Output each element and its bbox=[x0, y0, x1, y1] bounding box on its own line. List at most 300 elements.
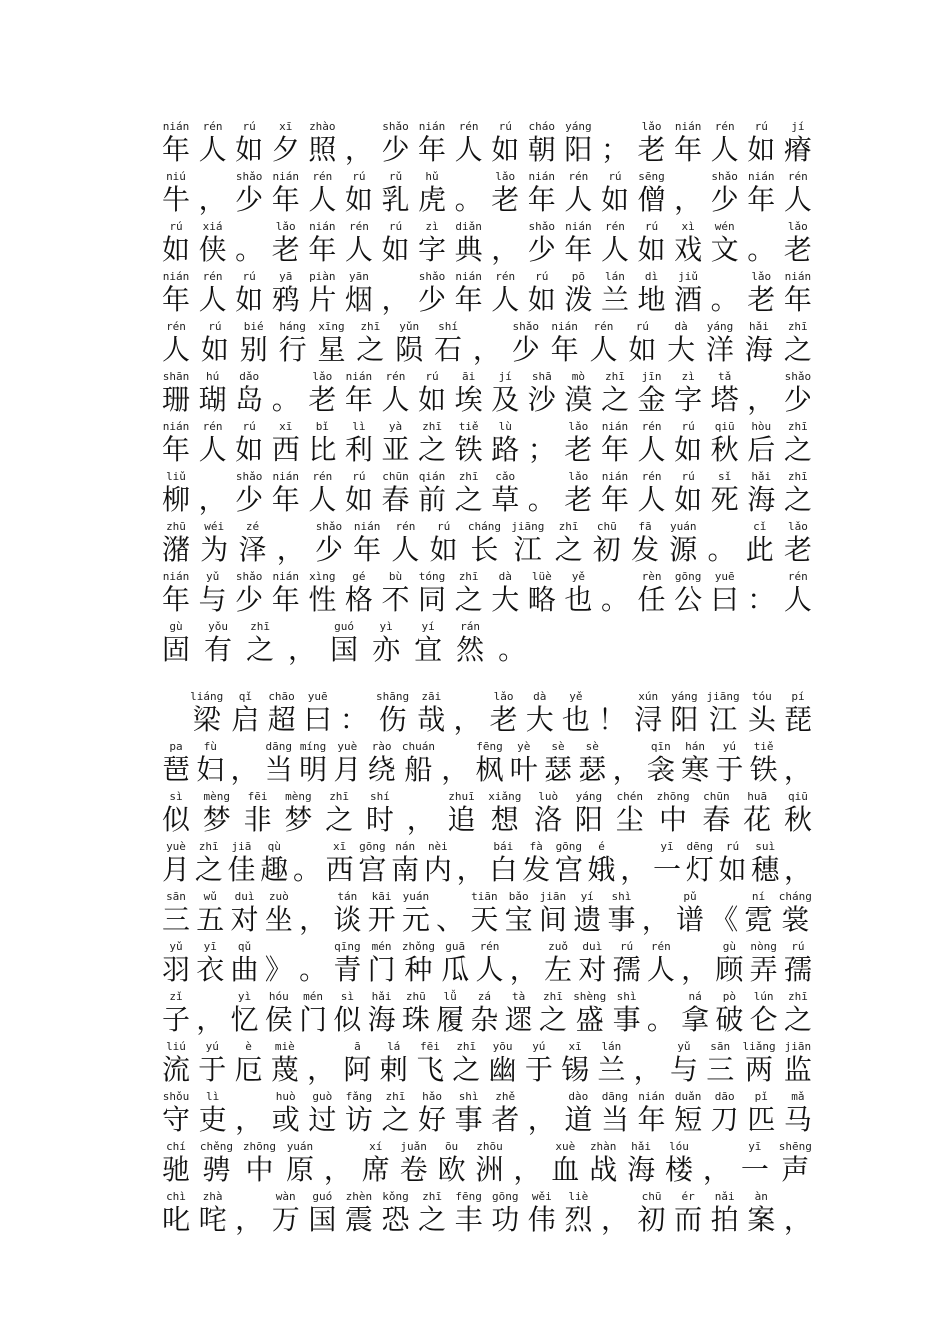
character bbox=[162, 987, 190, 1037]
hanzi: 西 bbox=[271, 433, 300, 466]
hanzi: 追 bbox=[447, 803, 476, 836]
character bbox=[711, 367, 739, 417]
pinyin: zhī bbox=[542, 990, 563, 1003]
pinyin: rú bbox=[208, 320, 222, 333]
character bbox=[358, 837, 386, 887]
pinyin: jí bbox=[791, 120, 805, 133]
pinyin: yǔ bbox=[169, 940, 183, 953]
character bbox=[235, 1087, 263, 1137]
hanzi: 忆 bbox=[230, 1003, 259, 1036]
hanzi: 两 bbox=[745, 1053, 774, 1086]
hanzi: 鸦 bbox=[271, 283, 300, 316]
character bbox=[345, 467, 373, 517]
character bbox=[231, 687, 259, 737]
hanzi: 与 bbox=[198, 583, 227, 616]
character bbox=[325, 787, 353, 837]
hanzi: 骋 bbox=[202, 1153, 231, 1186]
pinyin: ér bbox=[681, 1190, 695, 1203]
pinyin: hǎi bbox=[751, 470, 772, 483]
hanzi: 年 bbox=[271, 483, 300, 516]
hanzi: 如 bbox=[527, 283, 556, 316]
pinyin: luò bbox=[538, 790, 559, 803]
pinyin: chū bbox=[641, 1190, 662, 1203]
pinyin: āi bbox=[462, 370, 476, 383]
hanzi: 守 bbox=[162, 1103, 191, 1136]
hanzi: 大 bbox=[667, 333, 696, 366]
pinyin: shèng bbox=[573, 990, 607, 1003]
hanzi: 乳 bbox=[381, 183, 410, 216]
hanzi: 于 bbox=[715, 753, 744, 786]
character bbox=[353, 517, 381, 567]
pinyin: xí bbox=[369, 1140, 383, 1153]
pinyin: shí bbox=[369, 790, 390, 803]
character bbox=[528, 167, 556, 217]
character bbox=[418, 117, 446, 167]
character bbox=[162, 267, 190, 317]
character bbox=[372, 617, 400, 667]
character bbox=[299, 737, 327, 787]
pinyin: fǎng bbox=[345, 1090, 373, 1103]
character bbox=[784, 787, 812, 837]
pinyin: zhī bbox=[456, 1040, 477, 1053]
pinyin: qǔ bbox=[237, 940, 252, 953]
character bbox=[561, 1037, 589, 1087]
character bbox=[601, 367, 629, 417]
character bbox=[573, 887, 601, 937]
hanzi: 如 bbox=[381, 233, 410, 266]
character bbox=[455, 217, 483, 267]
hanzi: 老 bbox=[564, 483, 593, 516]
hanzi: 也 bbox=[561, 703, 590, 736]
text-line bbox=[162, 1137, 812, 1187]
character bbox=[333, 887, 361, 937]
character bbox=[607, 887, 635, 937]
pinyin: nián bbox=[551, 320, 578, 333]
pinyin: shǎo bbox=[382, 120, 409, 133]
hanzi: 潴 bbox=[162, 533, 191, 566]
character bbox=[784, 567, 812, 617]
pinyin: cháo bbox=[528, 120, 556, 133]
pinyin: duì bbox=[234, 890, 255, 903]
character bbox=[676, 887, 704, 937]
character bbox=[345, 417, 373, 467]
pinyin: chěng bbox=[199, 1140, 234, 1153]
pinyin: bǎo bbox=[508, 890, 529, 903]
character bbox=[271, 1037, 299, 1087]
hanzi: 《 bbox=[710, 903, 739, 936]
character bbox=[308, 117, 336, 167]
hanzi: 年 bbox=[637, 1103, 666, 1136]
hanzi: 年 bbox=[600, 433, 629, 466]
hanzi: 利 bbox=[344, 433, 373, 466]
character bbox=[162, 467, 190, 517]
hanzi: 孺 bbox=[612, 953, 641, 986]
character bbox=[528, 117, 556, 167]
character bbox=[601, 167, 629, 217]
pinyin: chuán bbox=[401, 740, 435, 753]
hanzi: ， bbox=[198, 183, 227, 216]
pinyin: tiān bbox=[471, 890, 498, 903]
character bbox=[368, 987, 396, 1037]
pinyin: rén bbox=[495, 270, 516, 283]
character bbox=[235, 267, 263, 317]
hanzi: ， bbox=[235, 1203, 264, 1236]
character bbox=[681, 987, 709, 1037]
pinyin: shǎo bbox=[235, 170, 263, 183]
pinyin: zhào bbox=[309, 120, 336, 133]
hanzi: 中 bbox=[659, 803, 688, 836]
character bbox=[418, 1087, 446, 1137]
hanzi: 伤 bbox=[378, 703, 407, 736]
character bbox=[491, 117, 519, 167]
hanzi: 刀 bbox=[710, 1103, 739, 1136]
pinyin: zé bbox=[245, 520, 260, 533]
character bbox=[395, 317, 423, 367]
character bbox=[588, 837, 616, 887]
text-line bbox=[162, 937, 812, 987]
pinyin: duǎn bbox=[674, 1090, 702, 1103]
character bbox=[198, 1037, 226, 1087]
character bbox=[227, 837, 255, 887]
pinyin: dào bbox=[568, 1090, 589, 1103]
hanzi: 如 bbox=[747, 133, 776, 166]
hanzi: 之 bbox=[246, 633, 275, 666]
pinyin: zhī bbox=[787, 420, 808, 433]
text-line bbox=[162, 267, 812, 317]
hanzi: 少 bbox=[381, 133, 410, 166]
hanzi: 。 bbox=[271, 383, 300, 416]
hanzi: 明 bbox=[299, 753, 328, 786]
pinyin: dǎo bbox=[239, 370, 260, 383]
pinyin: nián bbox=[272, 470, 299, 483]
pinyin: nián bbox=[455, 270, 482, 283]
pinyin: yuē bbox=[714, 570, 735, 583]
pinyin: yān bbox=[348, 270, 369, 283]
hanzi: 之 bbox=[783, 333, 812, 366]
character bbox=[199, 217, 227, 267]
hanzi: 佳 bbox=[227, 853, 256, 886]
character bbox=[162, 937, 190, 987]
pinyin: shāng bbox=[376, 690, 410, 703]
hanzi: 夕 bbox=[271, 133, 300, 166]
character bbox=[418, 167, 446, 217]
pinyin: huò bbox=[275, 1090, 296, 1103]
pinyin: liǔ bbox=[166, 470, 186, 483]
character bbox=[381, 467, 409, 517]
character bbox=[638, 267, 666, 317]
character bbox=[345, 1087, 373, 1137]
pinyin: dēng bbox=[686, 840, 713, 853]
pinyin: rén bbox=[395, 520, 416, 533]
hanzi: 年 bbox=[353, 533, 382, 566]
pinyin: rén bbox=[787, 570, 808, 583]
character bbox=[308, 217, 336, 267]
hanzi: 似 bbox=[162, 803, 191, 836]
hanzi: 遗 bbox=[573, 903, 602, 936]
character bbox=[510, 737, 538, 787]
hanzi: 如 bbox=[674, 433, 703, 466]
hanzi: 洲 bbox=[475, 1153, 504, 1186]
hanzi: 瑟 bbox=[544, 753, 573, 786]
hanzi: 瓜 bbox=[441, 953, 470, 986]
character bbox=[381, 267, 409, 317]
hanzi: 短 bbox=[674, 1103, 703, 1136]
pinyin: qiū bbox=[714, 420, 735, 433]
pinyin: dà bbox=[533, 690, 547, 703]
character bbox=[196, 737, 224, 787]
hanzi: 破 bbox=[715, 1003, 744, 1036]
character bbox=[162, 317, 190, 367]
character bbox=[505, 887, 533, 937]
hanzi: 梦 bbox=[284, 803, 313, 836]
character bbox=[304, 687, 332, 737]
hanzi: 启 bbox=[231, 703, 260, 736]
character bbox=[231, 937, 259, 987]
character bbox=[455, 567, 483, 617]
pinyin: shì bbox=[616, 990, 637, 1003]
character bbox=[528, 1187, 556, 1237]
hanzi: 海 bbox=[744, 333, 773, 366]
pinyin: gōng bbox=[359, 840, 386, 853]
pinyin: è bbox=[245, 1040, 252, 1053]
pinyin: shì bbox=[458, 1090, 479, 1103]
character bbox=[498, 617, 526, 667]
pinyin: rén bbox=[641, 470, 662, 483]
character bbox=[195, 837, 223, 887]
hanzi: 沙 bbox=[527, 383, 556, 416]
character bbox=[244, 787, 272, 837]
hanzi: ， bbox=[509, 953, 538, 986]
character bbox=[747, 267, 775, 317]
hanzi: 泼 bbox=[564, 283, 593, 316]
character bbox=[702, 787, 730, 837]
pinyin: ā bbox=[354, 1040, 361, 1053]
character bbox=[455, 367, 483, 417]
hanzi: 事 bbox=[607, 903, 636, 936]
pinyin: hǔ bbox=[425, 170, 439, 183]
pinyin: rén bbox=[312, 170, 333, 183]
hanzi: 。 bbox=[292, 853, 321, 886]
character bbox=[551, 1137, 579, 1187]
hanzi: 盛 bbox=[575, 1003, 604, 1036]
hanzi: 年 bbox=[162, 133, 191, 166]
pinyin: fà bbox=[529, 840, 543, 853]
hanzi: 拿 bbox=[681, 1003, 710, 1036]
hanzi: 一 bbox=[740, 1153, 769, 1186]
hanzi: 之 bbox=[194, 853, 223, 886]
character bbox=[455, 467, 483, 517]
hanzi: 好 bbox=[418, 1103, 447, 1136]
character bbox=[381, 117, 409, 167]
hanzi: ， bbox=[633, 1053, 662, 1086]
hanzi: 少 bbox=[418, 283, 447, 316]
character bbox=[476, 737, 504, 787]
pinyin: nián bbox=[601, 470, 629, 483]
pinyin: yuán bbox=[286, 1140, 314, 1153]
pinyin: cháng bbox=[778, 890, 812, 903]
character bbox=[279, 317, 307, 367]
hanzi: 少 bbox=[710, 183, 739, 216]
hanzi: 时 bbox=[365, 803, 394, 836]
character bbox=[333, 987, 361, 1037]
character bbox=[784, 517, 812, 567]
character bbox=[391, 517, 419, 567]
hanzi: 想 bbox=[490, 803, 519, 836]
hanzi: 洛 bbox=[534, 803, 563, 836]
hanzi: ， bbox=[513, 1153, 542, 1186]
character bbox=[706, 1037, 734, 1087]
character bbox=[747, 217, 775, 267]
pinyin: sǐ bbox=[718, 470, 732, 483]
hanzi: 丰 bbox=[454, 1203, 483, 1236]
pinyin: shān bbox=[162, 370, 190, 383]
text-line bbox=[162, 837, 812, 887]
hanzi: 也 bbox=[564, 583, 593, 616]
pinyin: rào bbox=[371, 740, 392, 753]
character bbox=[564, 467, 592, 517]
hanzi: 》 bbox=[264, 953, 293, 986]
character bbox=[368, 887, 396, 937]
character bbox=[381, 167, 409, 217]
character bbox=[362, 1137, 390, 1187]
pinyin: bù bbox=[388, 570, 403, 583]
character bbox=[489, 1037, 517, 1087]
hanzi: 少 bbox=[511, 333, 540, 366]
hanzi: 之 bbox=[783, 483, 812, 516]
hanzi: 少 bbox=[527, 233, 556, 266]
pinyin: nián bbox=[638, 1090, 665, 1103]
pinyin: niú bbox=[166, 170, 186, 183]
pinyin: qù bbox=[267, 840, 281, 853]
hanzi: 虎 bbox=[418, 183, 447, 216]
hanzi: 之 bbox=[538, 1003, 567, 1036]
hanzi: 人 bbox=[783, 183, 812, 216]
character bbox=[522, 837, 550, 887]
character bbox=[564, 367, 592, 417]
hanzi: 。 bbox=[235, 233, 264, 266]
hanzi: 于 bbox=[198, 1053, 227, 1086]
pinyin: lǎo bbox=[641, 120, 662, 133]
pinyin: xún bbox=[638, 690, 659, 703]
character bbox=[272, 167, 300, 217]
character bbox=[674, 417, 702, 467]
hanzi: ， bbox=[527, 1103, 556, 1136]
hanzi: 地 bbox=[637, 283, 666, 316]
character bbox=[381, 567, 409, 617]
pinyin: nòng bbox=[750, 940, 777, 953]
character bbox=[265, 737, 293, 787]
hanzi: 阳 bbox=[564, 133, 593, 166]
pinyin: liáng bbox=[190, 690, 224, 703]
character bbox=[235, 217, 263, 267]
hanzi: 朝 bbox=[527, 133, 556, 166]
character bbox=[670, 687, 698, 737]
character bbox=[573, 987, 606, 1037]
hanzi: 陨 bbox=[395, 333, 424, 366]
pinyin: qīn bbox=[650, 740, 671, 753]
hanzi: ， bbox=[641, 903, 670, 936]
pinyin: lǎo bbox=[312, 370, 333, 383]
hanzi: 老 bbox=[308, 383, 337, 416]
hanzi: ， bbox=[453, 703, 482, 736]
hanzi: 及 bbox=[491, 383, 520, 416]
hanzi: 海 bbox=[747, 483, 776, 516]
pinyin: qián bbox=[418, 470, 446, 483]
pinyin: rú bbox=[725, 840, 740, 853]
character bbox=[162, 117, 190, 167]
pinyin: hǎi bbox=[371, 990, 392, 1003]
pinyin: rén bbox=[593, 320, 614, 333]
character bbox=[265, 987, 293, 1037]
hanzi: 而 bbox=[674, 1203, 703, 1236]
character bbox=[665, 1137, 693, 1187]
pinyin: suì bbox=[755, 840, 776, 853]
hanzi: 大 bbox=[525, 703, 554, 736]
character bbox=[470, 887, 498, 937]
character bbox=[286, 1137, 314, 1187]
character bbox=[703, 1137, 731, 1187]
hanzi: ， bbox=[783, 1203, 812, 1236]
character bbox=[511, 517, 544, 567]
pinyin: yuán bbox=[402, 890, 430, 903]
hanzi: 如 bbox=[718, 853, 747, 886]
hanzi: 年 bbox=[674, 133, 703, 166]
pinyin: yā bbox=[279, 270, 293, 283]
character bbox=[162, 1037, 190, 1087]
pinyin: cǎo bbox=[495, 470, 516, 483]
character bbox=[708, 517, 736, 567]
pinyin: zhī bbox=[198, 840, 219, 853]
hanzi: ， bbox=[783, 753, 812, 786]
pinyin: zhī bbox=[787, 990, 808, 1003]
hanzi: 字 bbox=[674, 383, 703, 416]
pinyin: xī bbox=[279, 420, 293, 433]
hanzi: 人 bbox=[198, 133, 227, 166]
character bbox=[686, 837, 714, 887]
pinyin: ōu bbox=[444, 1140, 459, 1153]
character bbox=[333, 737, 361, 787]
character bbox=[784, 267, 812, 317]
hanzi: 天 bbox=[470, 903, 499, 936]
hanzi: ， bbox=[230, 753, 259, 786]
character bbox=[308, 1187, 336, 1237]
hanzi: 匹 bbox=[747, 1103, 776, 1136]
pinyin: wén bbox=[714, 220, 735, 233]
pinyin: sēng bbox=[638, 170, 665, 183]
text-line bbox=[162, 467, 812, 517]
character bbox=[453, 687, 481, 737]
hanzi: 人 bbox=[308, 483, 337, 516]
pinyin: yǒu bbox=[208, 620, 228, 633]
pinyin: zhū bbox=[405, 990, 426, 1003]
pinyin: zǐ bbox=[169, 990, 183, 1003]
hanzi: 孺 bbox=[783, 953, 812, 986]
character bbox=[674, 217, 702, 267]
character bbox=[381, 367, 409, 417]
pinyin: wěi bbox=[531, 1190, 552, 1203]
pinyin: zì bbox=[425, 220, 439, 233]
hanzi: 谈 bbox=[333, 903, 362, 936]
hanzi: 如 bbox=[600, 183, 629, 216]
hanzi: 少 bbox=[783, 383, 812, 416]
pinyin: fēng bbox=[455, 1190, 482, 1203]
character bbox=[564, 417, 592, 467]
character bbox=[299, 987, 327, 1037]
pinyin: qiū bbox=[788, 790, 808, 803]
hanzi: 江 bbox=[709, 703, 738, 736]
hanzi: 南 bbox=[391, 853, 420, 886]
hanzi: ， bbox=[747, 383, 776, 416]
